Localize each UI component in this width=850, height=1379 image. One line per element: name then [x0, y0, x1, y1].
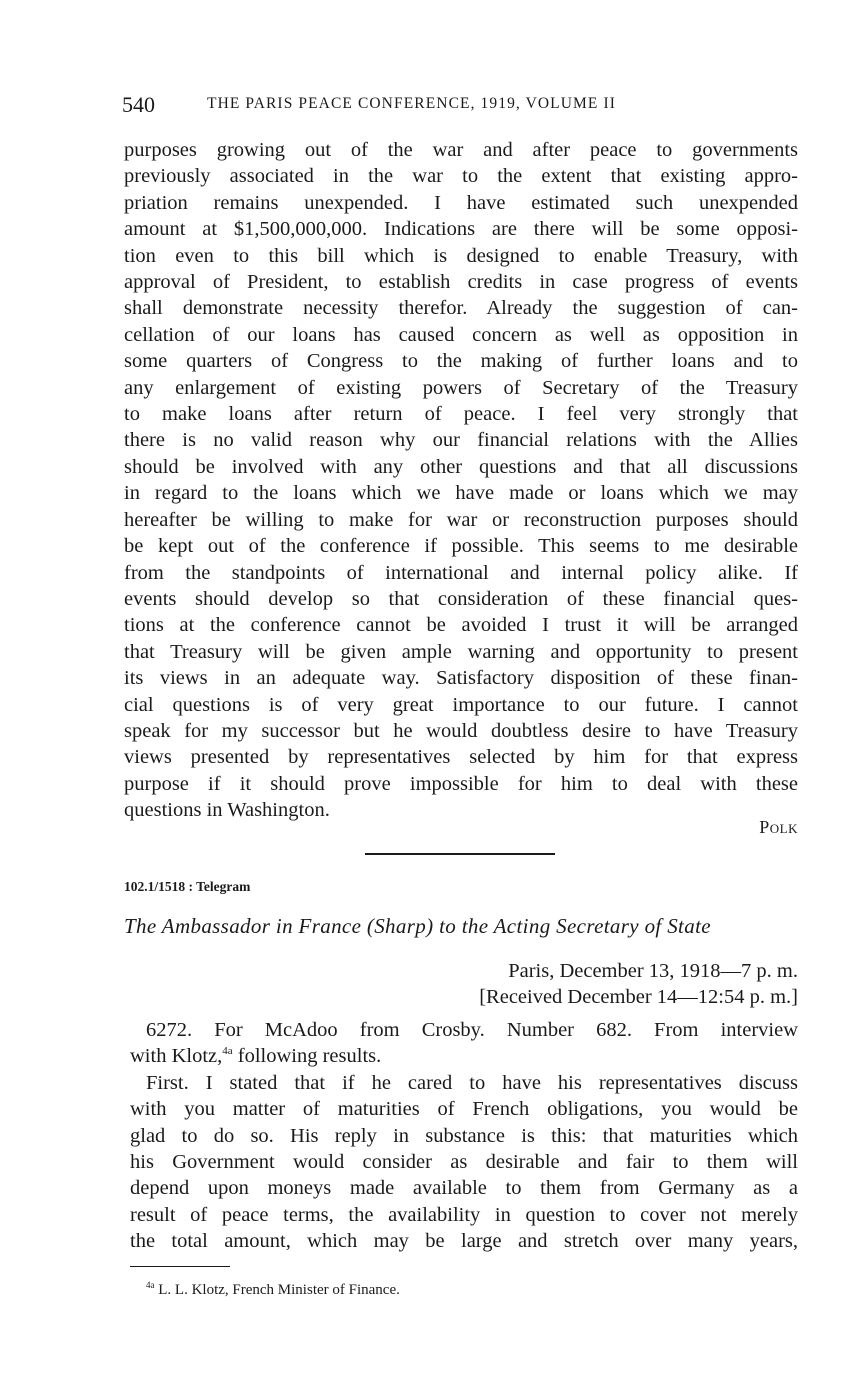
paragraph-line: cial questions is of very great importance to our future. I cannot [124, 693, 798, 716]
paragraph-line: to make loans after return of peace. I feel very strongly that [124, 403, 798, 426]
paragraph-line: its views in an adequate way. Satisfactory disposition of these finan- [124, 667, 798, 690]
paragraph-line: previously associated in the war to the extent that existing appro- [124, 165, 798, 188]
paragraph-line: should be involved with any other questions and that all discussions [124, 455, 798, 478]
line-text: following results. [232, 1045, 382, 1068]
line-text: with Klotz, [130, 1045, 223, 1068]
page-number: 540 [122, 92, 155, 117]
paragraph-line: be kept out of the conference if possible. This seems to me desirable [124, 535, 798, 558]
paragraph-line: his Government would consider as desirable and fair to them will [130, 1151, 798, 1174]
paragraph-line: tion even to this bill which is designed to enable Treasury, with [124, 244, 798, 267]
document-title: The Ambassador in France (Sharp) to the Acting Secretary of State [124, 914, 711, 938]
dateline: Paris, December 13, 1918—7 p. m. [508, 960, 798, 982]
paragraph-line: amount at $1,500,000,000. Indications are there will be some opposi- [124, 218, 798, 241]
paragraph-line: cellation of our loans has caused concern as well as opposition in [124, 323, 798, 346]
continued-letter-body [124, 137, 798, 824]
paragraph-line: the total amount, which may be large and stretch over many years, [130, 1230, 798, 1253]
file-reference: 102.1/1518 : Telegram [124, 879, 251, 894]
footnote-text: L. L. Klotz, French Minister of Finance. [154, 1282, 400, 1298]
paragraph-line: depend upon moneys made available to them from Germany as a [130, 1177, 798, 1200]
footnote-rule [130, 1266, 230, 1267]
paragraph-line: from the standpoints of international and internal policy alike. If [124, 561, 798, 584]
paragraph-line: result of peace terms, the availability in question to cover not merely [130, 1203, 798, 1226]
paragraph-line: purpose if it should prove impossible for him to deal with these [124, 772, 798, 795]
paragraph-line: glad to do so. His reply in substance is this: that maturities which [130, 1124, 798, 1147]
paragraph-line: there is no valid reason why our financial relations with the Allies [124, 429, 798, 452]
paragraph-line: shall demonstrate necessity therefor. Already the suggestion of can- [124, 297, 798, 320]
paragraph-line: some quarters of Congress to the making of further loans and to [124, 350, 798, 373]
paragraph-line: views presented by representatives selected by him for that express [124, 746, 798, 769]
paragraph-line: hereafter be willing to make for war or reconstruction purposes should [124, 508, 798, 531]
footnote-mark: 4a [146, 1280, 155, 1290]
paragraph-line: that Treasury will be given ample warning and opportunity to present [124, 640, 798, 663]
running-title: THE PARIS PEACE CONFERENCE, 1919, VOLUME II [207, 95, 616, 112]
paragraph-line: with you matter of maturities of French obligations, you would be [130, 1098, 798, 1121]
paragraph [130, 1070, 798, 1255]
paragraph-line: in regard to the loans which we have made or loans which we may [124, 482, 798, 505]
paragraph-line: speak for my successor but he would doubtless desire to have Treasury [124, 719, 798, 742]
paragraph-line: events should develop so that consideration of these financial ques- [124, 587, 798, 610]
paragraph-line [130, 1043, 798, 1069]
section-divider [365, 853, 555, 855]
footnote [146, 1280, 400, 1299]
paragraph-line: tions at the conference cannot be avoided I trust it will be arranged [124, 614, 798, 637]
paragraph-line: any enlargement of existing powers of Secretary of the Treasury [124, 376, 798, 399]
received-line: [Received December 14—12:54 p. m.] [479, 986, 798, 1008]
telegram-body [130, 1017, 798, 1255]
paragraph-line: First. I stated that if he cared to have his representatives discuss [146, 1071, 798, 1094]
paragraph-line: 6272. For McAdoo from Crosby. Number 682. From interview [146, 1019, 798, 1041]
footnote-reference: 4a [222, 1045, 233, 1058]
paragraph-line: questions in Washington. [124, 799, 330, 822]
paragraph-line: approval of President, to establish credits in case progress of events [124, 271, 798, 294]
paragraph-line: priation remains unexpended. I have estimated such unexpended [124, 191, 798, 214]
paragraph-line: purposes growing out of the war and after peace to governments [124, 139, 798, 161]
signature: Polk [759, 817, 798, 837]
